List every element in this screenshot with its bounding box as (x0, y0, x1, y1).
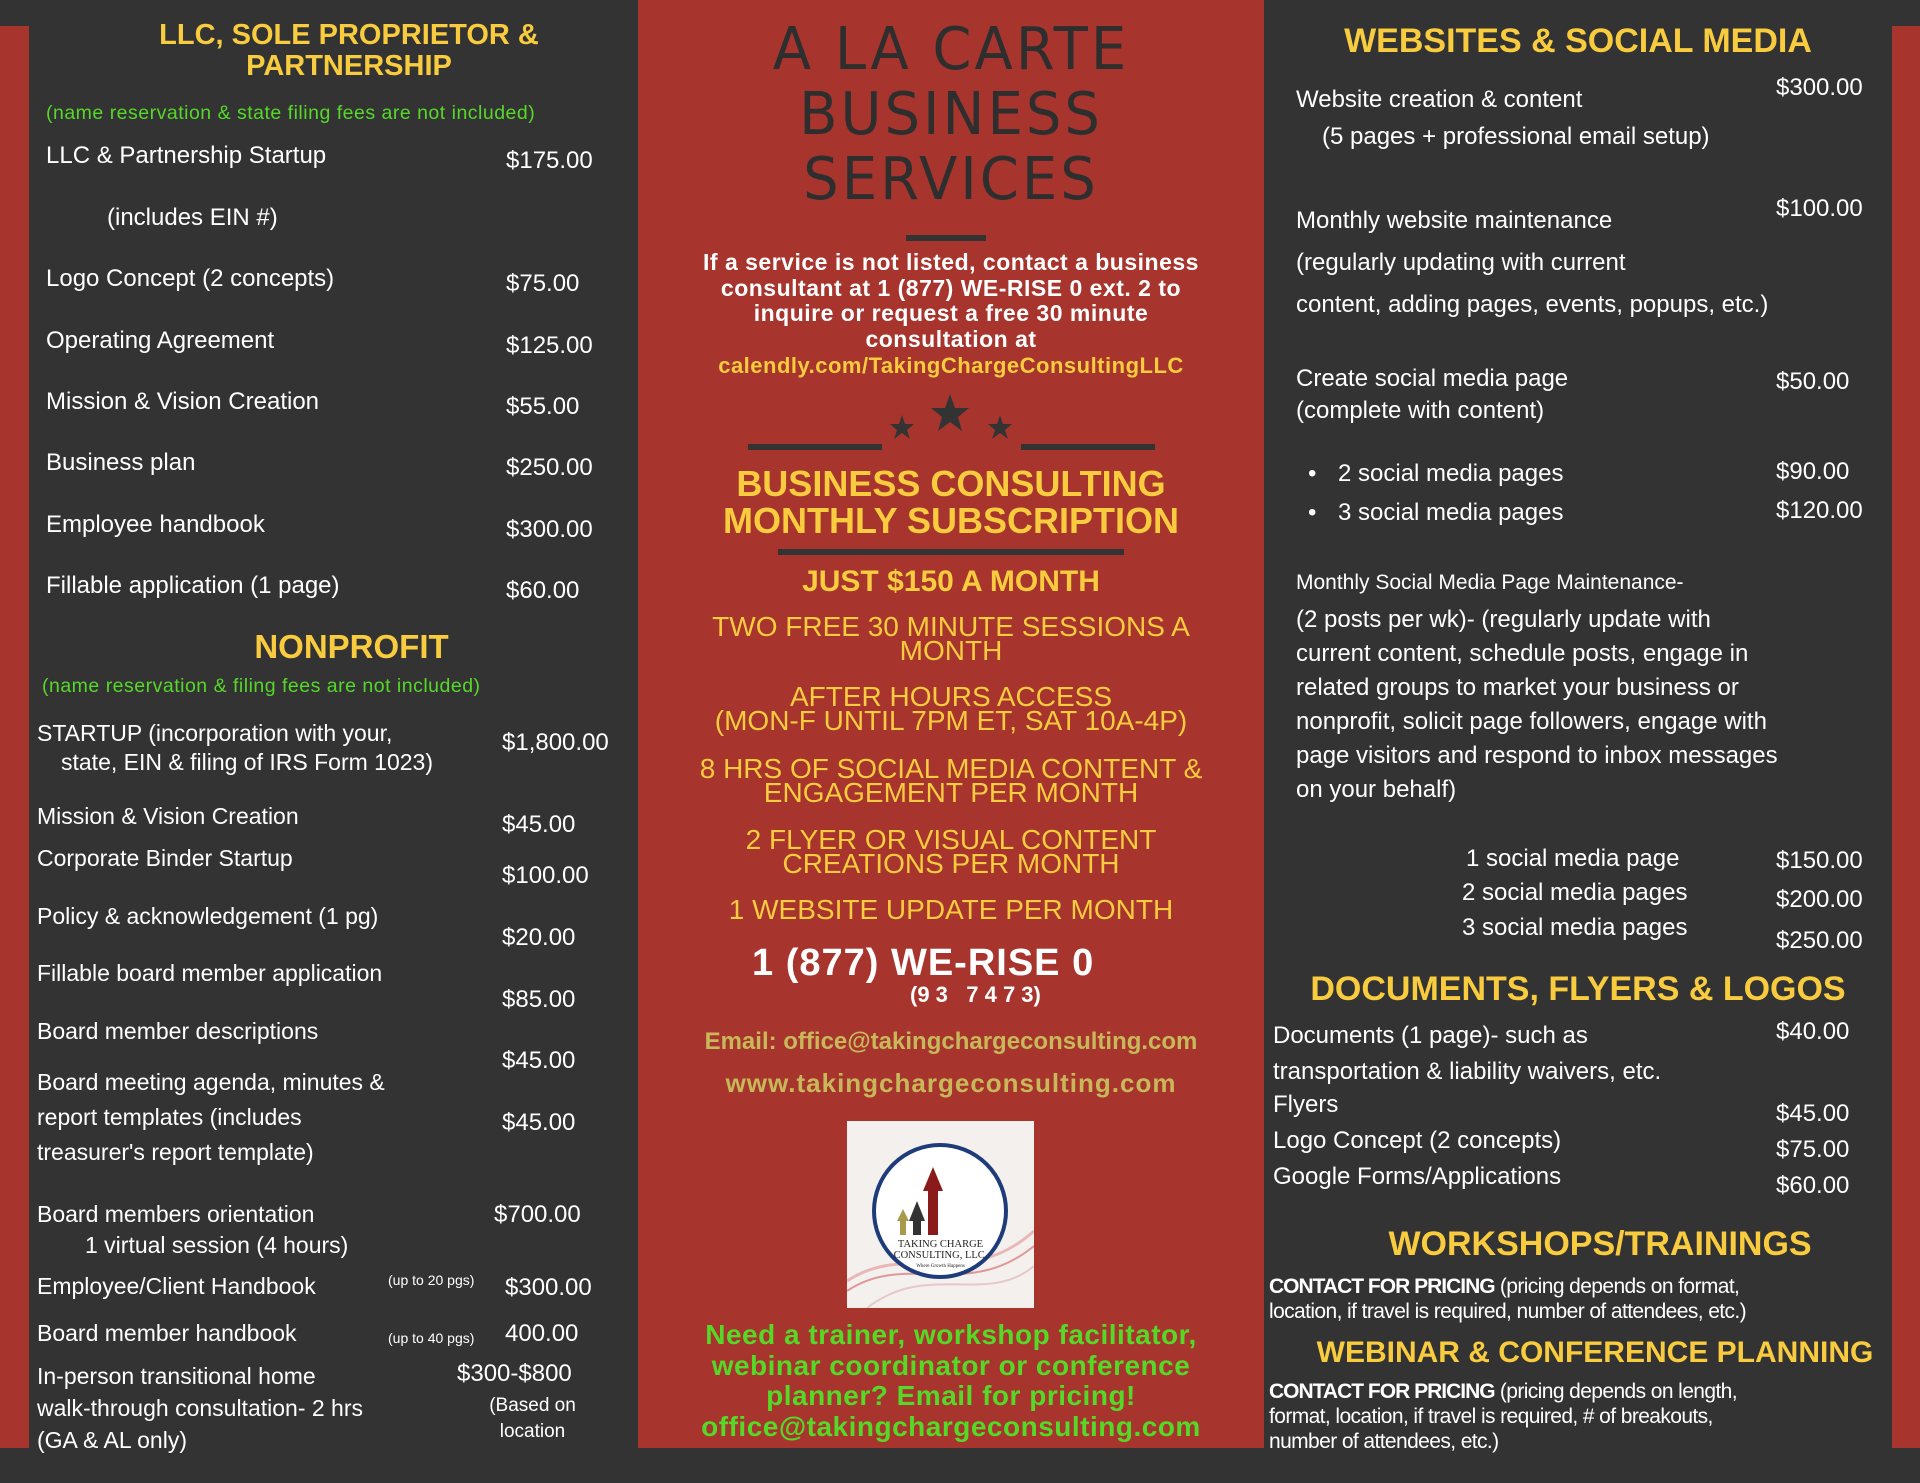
trainer-cta-line-3: planner? Email for pricing! (766, 1380, 1136, 1411)
np-agenda-label (37, 1065, 385, 1170)
logo-tagline: Where Growth Happens (916, 1264, 965, 1269)
smm-line-3: related groups to market your business or (1296, 674, 1739, 701)
np-fillable-price: $85.00 (502, 986, 576, 1013)
smm-2-pages-price: $200.00 (1776, 886, 1863, 913)
smm-3-pages-price: $250.00 (1776, 927, 1863, 954)
intro-line-3: inquire or request a free 30 minute (753, 300, 1149, 326)
benefit-social-hours-line-1: 8 HRS OF SOCIAL MEDIA CONTENT & (699, 753, 1203, 784)
logo-concept-price: $75.00 (1776, 1136, 1850, 1163)
llc-fees-note: (name reservation & state filing fees are not included) (46, 102, 536, 124)
social-3-pages-label: • 3 social media pages (1338, 499, 1563, 527)
benefit-sessions-line-1: TWO FREE 30 MINUTE SESSIONS A (712, 611, 1190, 642)
web-maintenance-line-1: Monthly website maintenance (1296, 207, 1613, 234)
smm-line-1: (2 posts per wk)- (regularly update with (1296, 606, 1711, 633)
intro-text (638, 250, 1264, 352)
webinar-contact-line-2: format, location, if travel is required, # of breakouts, (1269, 1405, 1713, 1428)
benefit-sessions-line-2: MONTH (899, 635, 1003, 666)
web-maintenance-label (1296, 200, 1768, 326)
webinar-contact-line-3: number of attendees, etc.) (1269, 1430, 1499, 1453)
subscription-title-line-2: MONTHLY SUBSCRIPTION (722, 500, 1180, 541)
np-inperson-line-2: walk-through consultation- 2 hrs (37, 1395, 363, 1421)
np-inperson-line-3: (GA & AL only) (37, 1427, 187, 1453)
flyers-label: Flyers (1273, 1091, 1339, 1118)
benefit-website: 1 WEBSITE UPDATE PER MONTH (728, 894, 1174, 925)
webinar-contact (1269, 1379, 1889, 1454)
logo-swoosh-icon (847, 1121, 1034, 1308)
social-3-pages-price: $120.00 (1776, 497, 1863, 524)
web-maintenance-price: $100.00 (1776, 195, 1863, 222)
web-creation-note: (5 pages + professional email setup) (1322, 123, 1710, 150)
phone-digits: (9 3 7 4 7 3) (910, 982, 1041, 1007)
flyers-price: $45.00 (1776, 1100, 1850, 1127)
benefit-after-hours-line-2: (MON-F UNTIL 7PM ET, SAT 10A-4P) (714, 705, 1188, 736)
np-inperson-note (470, 1393, 595, 1445)
np-startup-price: $1,800.00 (502, 729, 609, 756)
trainer-cta-line-2: webinar coordinator or conference (711, 1349, 1191, 1381)
web-maintenance-line-3: content, adding pages, events, popups, etc.) (1296, 291, 1769, 318)
llc-title-line-2: PARTNERSHIP (246, 50, 452, 82)
smm-description (1296, 603, 1778, 807)
np-agenda-line-3: treasurer's report template) (37, 1139, 314, 1165)
workshops-contact-rest: (pricing depends on format, (1494, 1275, 1740, 1298)
np-orientation-line-2: 1 virtual session (4 hours) (85, 1232, 349, 1258)
smm-2-pages-label: 2 social media pages (1462, 879, 1688, 906)
smm-title: Monthly Social Media Page Maintenance- (1296, 571, 1684, 594)
llc-fillable-label: Fillable application (1 page) (46, 572, 340, 599)
email-line[interactable]: Email: office@takingchargeconsulting.com (704, 1028, 1198, 1055)
google-forms-price: $60.00 (1776, 1172, 1850, 1199)
benefit-flyers (638, 824, 1264, 879)
subscription-divider (778, 549, 1124, 555)
workshops-contact-line-1 (1269, 1274, 1889, 1299)
np-binder-price: $100.00 (502, 862, 589, 889)
np-inperson-note-2: location (499, 1421, 566, 1442)
np-board-handbook-note: (up to 40 pgs) (388, 1330, 475, 1346)
smm-line-6: on your behalf) (1296, 776, 1457, 803)
doc-item-label (1273, 1018, 1661, 1090)
np-inperson-line-1: In-person transitional home (37, 1363, 316, 1389)
phone-number[interactable]: 1 (877) WE-RISE 0 (752, 942, 1095, 984)
llc-startup-price: $175.00 (506, 147, 593, 174)
np-agenda-price: $45.00 (502, 1109, 576, 1136)
np-startup-line-1: STARTUP (incorporation with your, (37, 720, 393, 746)
np-employee-handbook-price: $300.00 (505, 1274, 592, 1301)
google-forms-label: Google Forms/Applications (1273, 1163, 1562, 1190)
smm-1-page-label: 1 social media page (1466, 845, 1680, 872)
np-agenda-line-1: Board meeting agenda, minutes & (37, 1069, 385, 1095)
np-agenda-line-2: report templates (includes (37, 1104, 302, 1130)
llc-operating-price: $125.00 (506, 332, 593, 359)
web-maintenance-line-2: (regularly updating with current (1296, 249, 1626, 276)
webinar-contact-line-1 (1269, 1379, 1889, 1404)
llc-operating-label: Operating Agreement (46, 327, 275, 354)
nonprofit-section-title: NONPROFIT (254, 628, 449, 665)
benefit-social-hours (638, 753, 1264, 808)
websites-section-title: WEBSITES & SOCIAL MEDIA (1344, 22, 1812, 60)
np-inperson-label (37, 1360, 363, 1456)
logo-text (847, 1239, 1034, 1272)
workshops-contact (1269, 1274, 1889, 1324)
llc-startup-label: LLC & Partnership Startup (46, 142, 327, 169)
np-inperson-note-1: (Based on (489, 1395, 576, 1416)
documents-section-title: DOCUMENTS, FLYERS & LOGOS (1310, 970, 1846, 1008)
smm-3-pages-label: 3 social media pages (1462, 914, 1688, 941)
benefit-social-hours-line-2: ENGAGEMENT PER MONTH (763, 777, 1139, 808)
logo-text-line-2: CONSULTING, LLC. (893, 1250, 988, 1261)
doc-item-line-2: transportation & liability waivers, etc. (1273, 1058, 1662, 1085)
page-title-line-2: BUSINESS (799, 80, 1103, 149)
np-fillable-label: Fillable board member application (37, 960, 383, 986)
left-red-edge (0, 26, 29, 1448)
workshops-contact-bold: CONTACT FOR PRICING (1269, 1275, 1495, 1298)
social-create-label (1296, 363, 1568, 427)
page-title (638, 17, 1264, 212)
benefit-flyers-line-1: 2 FLYER OR VISUAL CONTENT (745, 824, 1157, 855)
llc-handbook-price: $300.00 (506, 516, 593, 543)
stars-divider-right (1021, 444, 1155, 450)
np-mission-label: Mission & Vision Creation (37, 803, 299, 829)
np-descriptions-price: $45.00 (502, 1047, 576, 1074)
np-binder-label: Corporate Binder Startup (37, 845, 293, 871)
trainer-cta-email[interactable]: office@takingchargeconsulting.com (701, 1410, 1201, 1442)
np-inperson-price: $300-$800 (457, 1360, 572, 1387)
web-creation-label: Website creation & content (1296, 86, 1583, 113)
workshops-section-title: WORKSHOPS/TRAININGS (1388, 1225, 1812, 1263)
social-create-line-2: (complete with content) (1296, 397, 1545, 424)
calendly-link[interactable]: calendly.com/TakingChargeConsultingLLC (718, 353, 1184, 378)
company-logo (847, 1121, 1034, 1308)
social-create-line-1: Create social media page (1296, 365, 1569, 392)
np-orientation-line-1: Board members orientation (37, 1201, 315, 1227)
web-creation-price: $300.00 (1776, 74, 1863, 101)
page-title-line-1: A LA CARTE (772, 15, 1130, 84)
np-startup-line-2: state, EIN & filing of IRS Form 1023) (61, 749, 433, 775)
doc-item-line-1: Documents (1 page)- such as (1273, 1022, 1588, 1049)
llc-bplan-label: Business plan (46, 449, 196, 476)
subscription-price: JUST $150 A MONTH (802, 565, 1100, 598)
np-orientation-price: $700.00 (494, 1201, 581, 1228)
np-board-handbook-price: 400.00 (505, 1320, 579, 1347)
llc-handbook-label: Employee handbook (46, 511, 265, 538)
webinar-contact-rest: (pricing depends on length, (1494, 1380, 1737, 1403)
llc-mission-price: $55.00 (506, 393, 580, 420)
benefit-sessions (638, 611, 1264, 666)
social-2-pages-price: $90.00 (1776, 458, 1850, 485)
trainer-cta-line-1: Need a trainer, workshop facilitator, (705, 1319, 1197, 1350)
smm-line-2: current content, schedule posts, engage in (1296, 640, 1749, 667)
np-mission-price: $45.00 (502, 811, 576, 838)
llc-title-line-1: LLC, SOLE PROPRIETOR & (159, 19, 539, 51)
llc-logo-price: $75.00 (506, 270, 580, 297)
subscription-title-line-1: BUSINESS CONSULTING (736, 463, 1166, 504)
webinar-contact-bold: CONTACT FOR PRICING (1269, 1380, 1495, 1403)
intro-line-1: If a service is not listed, contact a business (703, 249, 1199, 275)
np-policy-price: $20.00 (502, 924, 576, 951)
stars-divider-left (748, 444, 882, 450)
llc-section-title (29, 20, 669, 82)
benefit-after-hours (638, 681, 1264, 736)
webinar-section-title: WEBINAR & CONFERENCE PLANNING (1316, 1336, 1874, 1369)
llc-bplan-price: $250.00 (506, 454, 593, 481)
smm-1-page-price: $150.00 (1776, 847, 1863, 874)
np-employee-handbook-note: (up to 20 pgs) (388, 1272, 475, 1288)
llc-mission-label: Mission & Vision Creation (46, 388, 320, 415)
intro-line-2: consultant at 1 (877) WE-RISE 0 ext. 2 to (720, 274, 1182, 301)
subscription-title (638, 465, 1264, 539)
np-policy-label: Policy & acknowledgement (1 pg) (37, 903, 379, 929)
workshops-contact-line-2: location, if travel is required, number of attendees, etc.) (1269, 1300, 1747, 1323)
smm-line-4: nonprofit, solicit page followers, engage with (1296, 708, 1767, 735)
title-divider (906, 235, 986, 241)
benefit-after-hours-line-1: AFTER HOURS ACCESS (789, 681, 1113, 712)
intro-line-4: consultation at (865, 325, 1037, 352)
stars-icon (880, 390, 1020, 450)
social-2-pages-label: • 2 social media pages (1338, 460, 1563, 488)
np-board-handbook-label: Board member handbook (37, 1320, 297, 1346)
nonprofit-fees-note: (name reservation & filing fees are not included) (42, 675, 481, 697)
doc-item-price: $40.00 (1776, 1018, 1850, 1045)
website-link[interactable]: www.takingchargeconsulting.com (725, 1068, 1177, 1098)
smm-line-5: page visitors and respond to inbox messages (1296, 742, 1778, 769)
logo-text-line-1: TAKING CHARGE (897, 1239, 984, 1250)
np-descriptions-label: Board member descriptions (37, 1018, 319, 1044)
llc-logo-label: Logo Concept (2 concepts) (46, 265, 335, 292)
trainer-cta (638, 1320, 1264, 1442)
llc-startup-note: (includes EIN #) (107, 204, 278, 231)
benefit-flyers-line-2: CREATIONS PER MONTH (782, 848, 1120, 879)
np-employee-handbook-label: Employee/Client Handbook (37, 1273, 316, 1299)
llc-fillable-price: $60.00 (506, 577, 580, 604)
social-create-price: $50.00 (1776, 368, 1850, 395)
page-title-line-3: SERVICES (803, 145, 1099, 214)
logo-concept-label: Logo Concept (2 concepts) (1273, 1127, 1562, 1154)
